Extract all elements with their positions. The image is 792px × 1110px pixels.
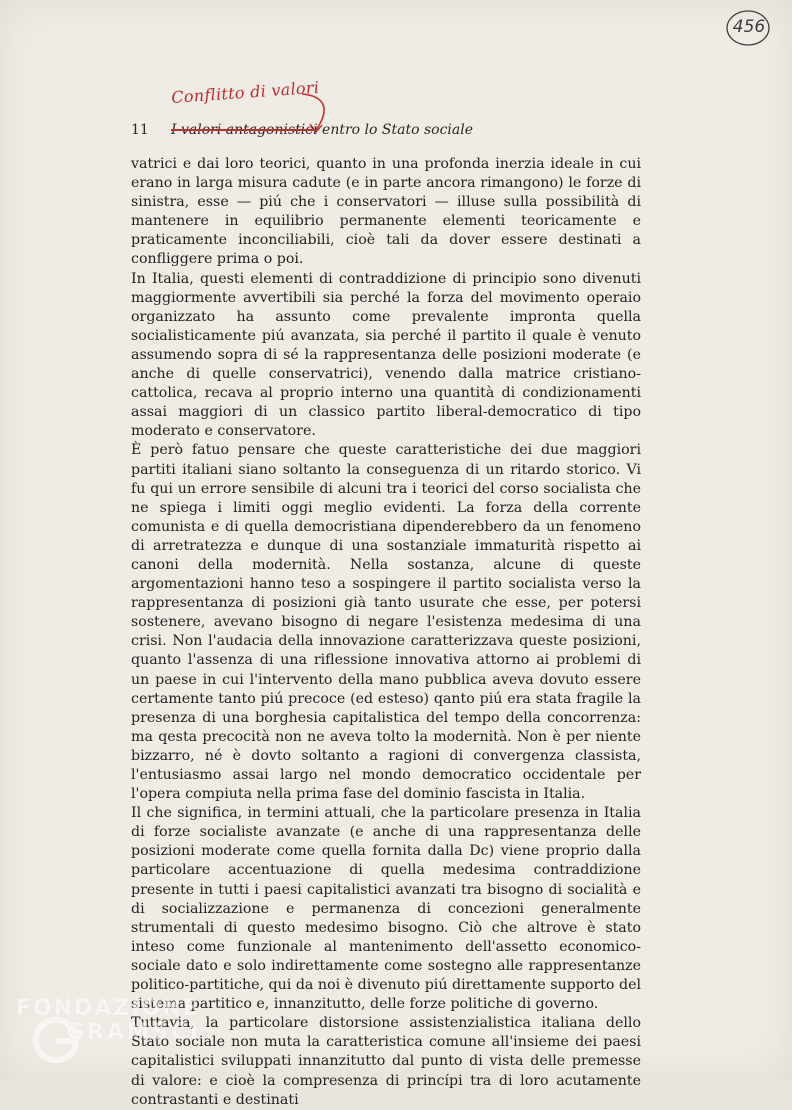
paragraph: Il che significa, in termini attuali, che la particolare presenza in Italia di forze socialiste avanzate (e anche di una rappresentanza delle posizioni moderate come quella fornita dalla Dc) viene proprio dalla particolare accentuazione di quella medesima contraddizione presente in tutti i paesi capitalistici avanzati tra bisogno di socialità e di socializzazione e permanenza di concezioni generalmente strumentali di questo medesimo bisogno. Ciò che altrove è stato inteso come funzionale al mantenimento dell'assetto economico-sociale dato e solo indirettamente come sostegno alle rappresentanze politico-partitiche, qui da noi è divenuto piú direttamente supporto del sistema partitico e, innanzitutto, delle forze politiche di governo. — [131, 805, 641, 1013]
struck-title: I valori antagonistici — [171, 122, 318, 138]
handwritten-annotation: Conflitto di valori — [170, 77, 320, 107]
chapter-number: 11 — [131, 122, 149, 138]
paragraph: Tuttavia, la particolare distorsione assistenzialistica italiana dello Stato sociale non muta la caratteristica comune all'insieme dei paesi capitalistici sviluppati innanzitutto dal punto di vista delle premesse di valore: e cioè la compresenza di princípi tra di loro acutamente contrastanti e destinati — [131, 1015, 641, 1108]
body-text — [131, 155, 641, 1110]
header-title: entro lo Stato sociale — [322, 122, 474, 138]
watermark-line-1: FONDAZIONE — [16, 996, 200, 1021]
watermark-line-2: GRAMSCI — [66, 1020, 202, 1045]
running-header — [131, 122, 651, 138]
paragraph: vatrici e dai loro teorici, quanto in una profonda inerzia ideale in cui erano in larga misura cadute (e in parte ancora rimangono) le forze di sinistra, esse — piú che i conservatori — illuse sulla possibilità di mantenere in equilibrio permanente elementi teoricamente e praticamente inconciliabili, cioè tali da dover essere destinati a confliggere prima o poi. — [131, 156, 641, 268]
paragraph: In Italia, questi elementi di contraddizione di principio sono divenuti maggiormente avvertibili sia perché la forza del movimento operaio organizzato ha assunto come prevalente impronta quella socialisticamente piú avanzata, sia perché il partito il quale è venuto assumendo sopra di sé la rappresentanza delle posizioni moderate (e anche di quelle conservatrici), venendo dalla matrice cristiano-cattolica, recava al proprio interno una quantità di condizionamenti assai maggiori di un classico partito liberal-democratico di tipo moderato e conservatore. — [131, 270, 641, 440]
watermark — [4, 992, 214, 1072]
paragraph: È però fatuo pensare che queste caratteristiche dei due maggiori partiti italiani siano soltanto la conseguenza di un ritardo storico. Vi fu qui un errore sensibile di alcuni tra i teorici del corso socialista che ne spiega i limiti oggi meglio evidenti. La forza della corrente comunista e di quella democristiana dipenderebbero da un fenomeno di arretratezza e dunque di una sostanziale immaturità rispetto ai canoni della modernità. Nella sostanza, alcune di queste argomentazioni hanno teso a sospingere il partito socialista verso la rappresentanza di posizioni già tanto usurate che esse, per potersi sostenere, avevano bisogno di negare l'esistenza medesima di una crisi. Non l'audacia della innovazione caratterizzava queste posizioni, quanto l'assenza di una riflessione innovativa attorno ai problemi di un paese in cui l'intervento della mano pubblica aveva dovuto essere certamente tanto piú precoce (ed esteso) qanto piú era stata fragile la presenza di una borghesia capitalistica del tempo della concorrenza: ma qesta precocità non ne aveva tolto la modernità. Non è per niente bizzarro, né è dovto soltanto a ragioni di convergenza classista, l'entusiasmo assai largo nel mondo democratico occidentale per l'opera compiuta nella prima fase del dominio fascista in Italia. — [131, 442, 641, 803]
page-number: 456 — [732, 17, 766, 37]
